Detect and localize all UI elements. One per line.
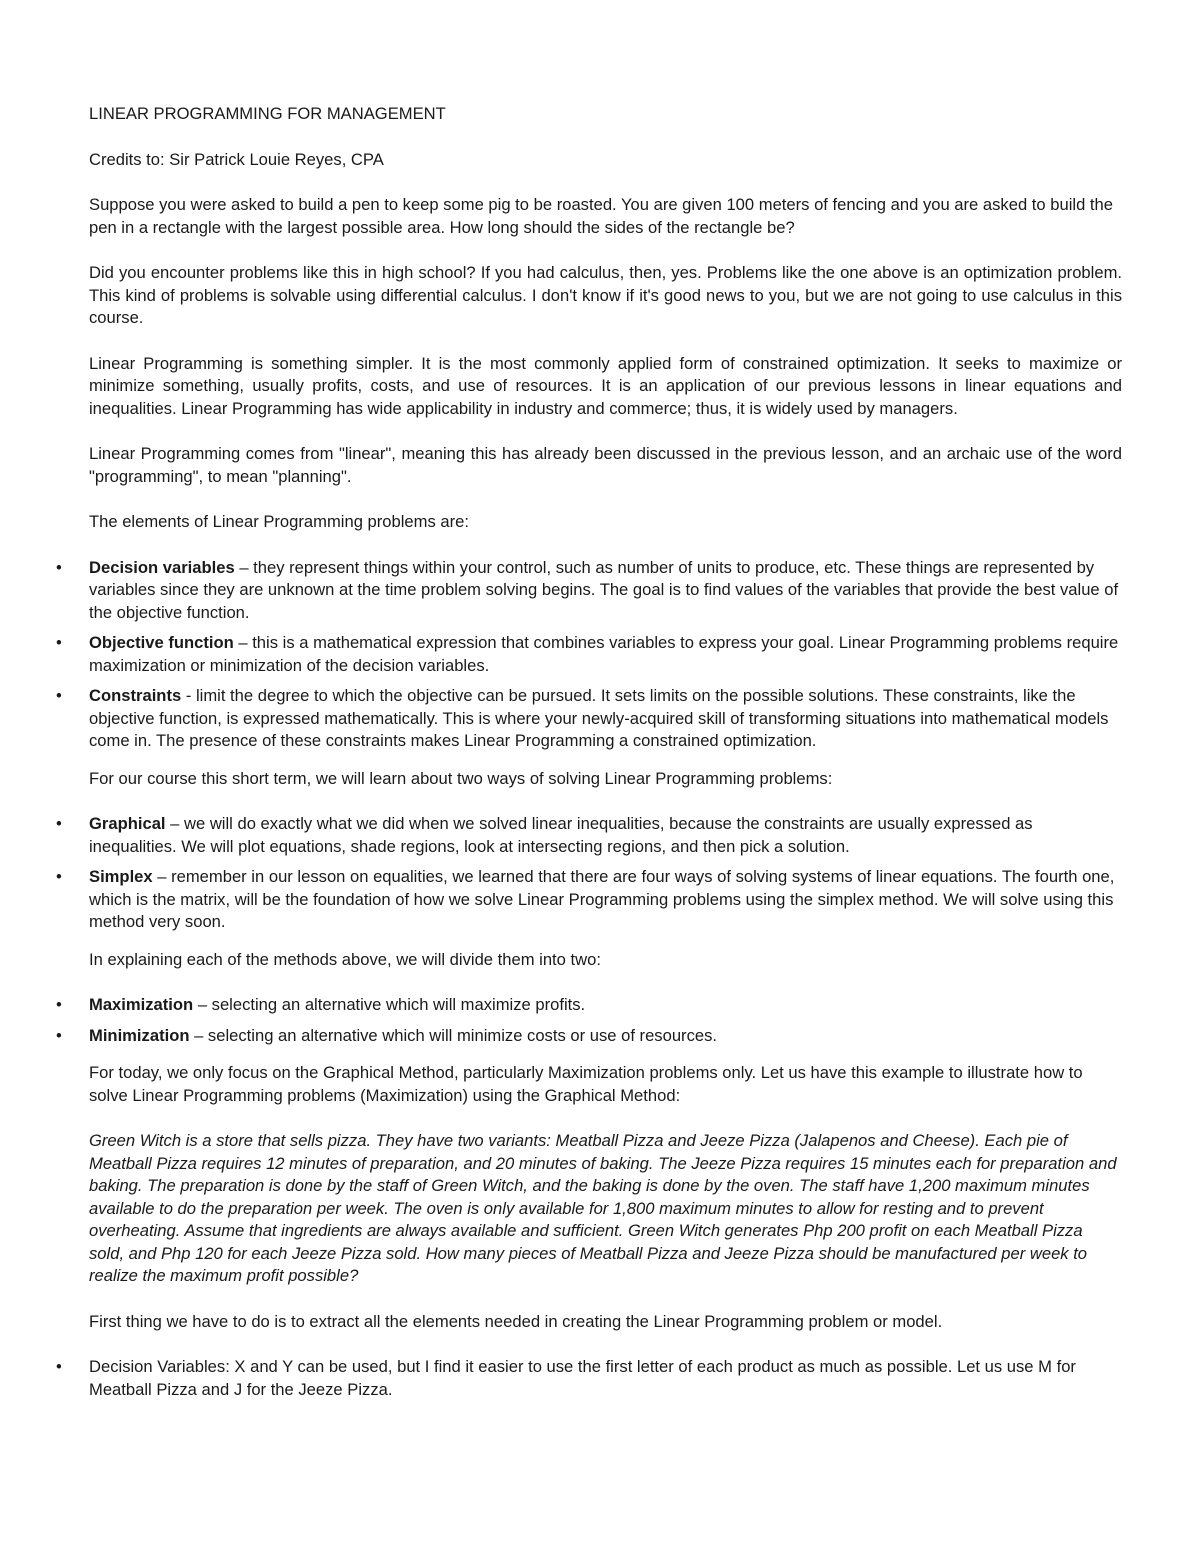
bullet-icon: • <box>56 633 62 652</box>
list-item-text: – selecting an alternative which will maximize profits. <box>193 995 586 1014</box>
elements-list <box>56 557 1122 753</box>
page-title: LINEAR PROGRAMMING FOR MANAGEMENT <box>89 104 446 123</box>
list-item-text: – this is a mathematical expression that combines variables to express your goal. Linear Programming problems require maximization or minimization of the decision variables. <box>89 633 1119 675</box>
methods-list <box>56 813 1122 934</box>
extraction-list <box>56 1356 1122 1401</box>
lp-origin-paragraph: Linear Programming comes from "linear", meaning this has already been discussed in the previous lesson, and an archaic use of the word "programming", to mean "planning". <box>89 444 1122 486</box>
calculus-paragraph: Did you encounter problems like this in high school? If you had calculus, then, yes. Problems like the one above is an optimization problem. This kind of problems is solvable using differential calculus. I don't know if it's good news to you, but we are not going to use calculus in this course. <box>89 263 1122 327</box>
methods-intro-paragraph: For our course this short term, we will learn about two ways of solving Linear Programming problems: <box>89 768 833 788</box>
list-item-term: Objective function <box>89 633 234 652</box>
list-item-term: Constraints <box>89 686 182 705</box>
bullet-icon: • <box>56 1357 62 1376</box>
first-thing-paragraph: First thing we have to do is to extract all the elements needed in creating the Linear Programming problem or model. <box>89 1311 943 1331</box>
list-item <box>56 1025 1122 1048</box>
bullet-icon: • <box>56 814 62 833</box>
list-item-text: Decision Variables: X and Y can be used, but I find it easier to use the first letter of each product as much as possible. Let us use M for Meatball Pizza and J for the Jeeze Pizza. <box>89 1357 1076 1399</box>
list-item-text: – they represent things within your control, such as number of units to produce, etc. These things are represented by variables since they are unknown at the time problem solving begins. The goal is to find values of the variables that provide the best value of the objective function. <box>89 557 1119 622</box>
example-problem-paragraph: Green Witch is a store that sells pizza. They have two variants: Meatball Pizza and Jeeze Pizza (Jalapenos and Cheese). Each pie of Meatball Pizza requires 12 minutes of preparation, and 20 minutes of baking. The Jeeze Pizza requires 15 minutes each for preparation and baking. The preparation is done by the staff of Green Witch, and the baking is done by the oven. The staff have 1,200 maximum minutes available to do the preparation per week. The oven is only available for 1,800 maximum minutes to allow for resting and to prevent overheating. Assume that ingredients are always available and sufficient. Green Witch generates Php 200 profit on each Meatball Pizza sold, and Php 120 for each Jeeze Pizza sold. How many pieces of Meatball Pizza and Jeeze Pizza should be manufactured per week to realize the maximum profit possible? <box>89 1131 1117 1285</box>
divide-intro-paragraph: In explaining each of the methods above, we will divide them into two: <box>89 949 601 969</box>
bullet-icon: • <box>56 557 62 577</box>
bullet-icon: • <box>56 1025 62 1045</box>
list-item <box>56 1356 1122 1401</box>
list-item-term: Simplex <box>89 867 153 886</box>
list-item-text: – remember in our lesson on equalities, we learned that there are four ways of solving systems of linear equations. The fourth one, which is the matrix, will be the foundation of how we solve Linear Programming problems using the simplex method. We will solve using this method very soon. <box>89 867 1115 931</box>
bullet-icon: • <box>56 686 62 705</box>
list-item-text: – we will do exactly what we did when we solved linear inequalities, because the constraints are usually expressed as inequalities. We will plot equations, shade regions, look at intersecting regions, and then pick a solution. <box>89 814 1033 856</box>
elements-intro-paragraph: The elements of Linear Programming problems are: <box>89 512 469 531</box>
list-item-term: Minimization <box>89 1025 190 1045</box>
list-item <box>56 685 1122 753</box>
list-item <box>56 813 1122 858</box>
bullet-icon: • <box>56 867 62 886</box>
lp-definition-paragraph: Linear Programming is something simpler. It is the most commonly applied form of constrained optimization. It seeks to maximize or minimize something, usually profits, costs, and use of resources. It is an application of our previous lessons in linear equations and inequalities. Linear Programming has wide applicability in industry and commerce; thus, it is widely used by managers. <box>89 353 1122 418</box>
list-item <box>56 632 1122 677</box>
today-focus-paragraph: For today, we only focus on the Graphical Method, particularly Maximization problems only. Let us have this example to illustrate how to solve Linear Programming problems (Maximization) using the Graphical Method: <box>89 1063 1083 1105</box>
list-item <box>56 557 1122 625</box>
list-item-text: – selecting an alternative which will minimize costs or use of resources. <box>189 1025 718 1045</box>
list-item <box>56 994 1122 1017</box>
list-item-term: Maximization <box>89 995 194 1014</box>
divisions-list <box>56 994 1122 1047</box>
list-item-term: Graphical <box>89 814 166 833</box>
credits-line: Credits to: Sir Patrick Louie Reyes, CPA <box>89 149 384 169</box>
list-item-text: - limit the degree to which the objective can be pursued. It sets limits on the possible solutions. These constraints, like the objective function, is expressed mathematically. This is where your newly-acquired skill of transforming situations into mathematical models come in. The presence of these constraints makes Linear Programming a constrained optimization. <box>89 686 1109 750</box>
bullet-icon: • <box>56 995 62 1014</box>
intro-paragraph: Suppose you were asked to build a pen to keep some pig to be roasted. You are given 100 meters of fencing and you are asked to build the pen in a rectangle with the largest possible area. How long should the sides of the rectangle be? <box>89 195 1113 237</box>
list-item <box>56 866 1122 934</box>
list-item-term: Decision variables <box>89 557 235 577</box>
document-content <box>56 103 1122 1416</box>
